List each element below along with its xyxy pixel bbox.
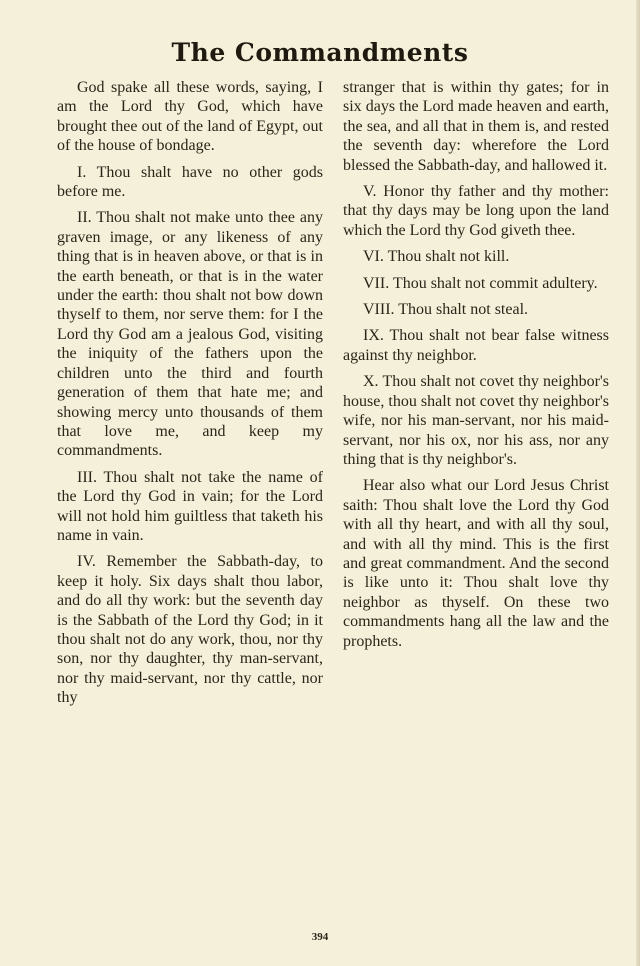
paragraph-commandment-1: I. Thou shalt have no other gods before me. xyxy=(57,163,323,201)
paragraph-commandment-7: VII. Thou shalt not commit adultery. xyxy=(363,274,598,292)
paragraph-commandment-6: VI. Thou shalt not kill. xyxy=(363,248,510,266)
page-title: The Commandments xyxy=(171,38,469,67)
paragraph-commandment-5: V. Honor thy father and thy mother: that thy days may be long upon the land which the Lord thy God giveth thee. xyxy=(343,183,609,239)
left-column xyxy=(57,78,323,715)
page-number: 394 xyxy=(311,931,329,943)
paragraph-preamble: God spake all these words, saying, I am the Lord thy God, which have brought thee out of the land of Egypt, out of the house of bondage. xyxy=(57,79,323,155)
paragraph-commandment-4: IV. Remember the Sabbath-day, to keep it holy. Six days shalt thou labor, and do all thy work: but the seventh day is the Sabbath of the Lord thy God; in it thou shalt not do any work, thou, nor thy son, nor thy daughter, thy man-servant, nor thy maid-servant, nor thy cattle, nor thy xyxy=(57,553,323,707)
paragraph-commandment-4-continued: stranger that is within thy gates; for in six days the Lord made heaven and earth, the sea, and all that in them is, and rested the seventh day: wherefore the Lord blessed the Sabbath-day, and hallowed it. xyxy=(343,79,609,174)
paragraph-commandment-3: III. Thou shalt not take the name of the Lord thy God in vain; for the Lord will not hold him guiltless that taketh his name in vain. xyxy=(57,468,323,544)
paragraph-commandment-10: X. Thou shalt not covet thy neighbor's house, thou shalt not covet thy neighbor's wife, nor his man-servant, nor his maid-servant, nor his ox, nor his ass, nor any thing that is thy neighbor's. xyxy=(343,373,609,468)
paragraph-commandment-8: VIII. Thou shalt not steal. xyxy=(363,301,529,319)
paragraph-commandment-2: II. Thou shalt not make unto thee any graven image, or any likeness of any thing that is in heaven above, or that is in the earth beneath, or that is in the water under the earth: thou shalt not bow down thyself to them, nor serve them: for I the Lord thy God am a jealous God, visiting the iniquity of the fathers upon the children unto the third and fourth generation of them that hate me; and showing mercy unto thousands of them that love me, and keep my commandments. xyxy=(57,209,323,460)
page-edge xyxy=(636,0,640,966)
paragraph-commandment-9: IX. Thou shalt not bear false witness against thy neighbor. xyxy=(343,327,609,364)
right-column xyxy=(343,78,609,658)
paragraph-great-commandment: Hear also what our Lord Jesus Christ saith: Thou shalt love the Lord thy God with all thy heart, and with all thy soul, and with all thy mind. This is the first and great commandment. And the second is like unto it: Thou shalt love thy neighbor as thyself. On these two commandments hang all the law and the prophets. xyxy=(343,477,609,650)
